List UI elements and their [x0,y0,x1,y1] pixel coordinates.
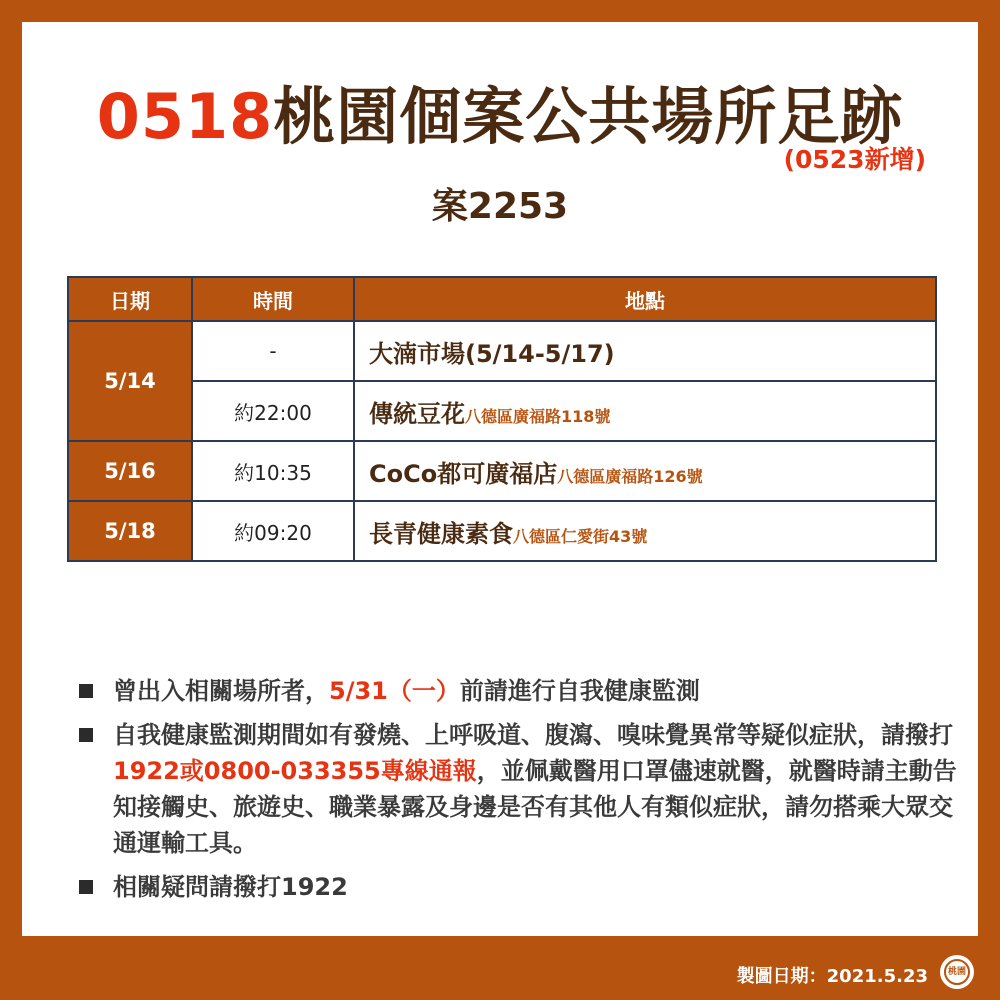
row-place [354,441,936,501]
place-name: CoCo都可廣福店 [369,459,558,488]
square-bullet-icon [79,684,93,698]
title-text: 桃園個案公共場所足跡 [273,80,904,153]
row-time: 約22:00 [192,381,354,441]
table-row [68,381,936,441]
row-place [354,381,936,441]
header-date: 日期 [68,277,192,321]
place-address: 八德區廣福路118號 [465,406,611,426]
update-note: (0523新增) [783,145,926,174]
note-highlight: 1922或0800-033355專線通報 [113,757,477,785]
row-place [354,321,936,381]
row-time: - [192,321,354,381]
place-address: 八德區仁愛街43號 [513,526,648,546]
note-item [77,673,957,709]
header-time: 時間 [192,277,354,321]
row-date: 5/18 [68,501,192,561]
note-text: 曾出入相關場所者， [113,677,329,705]
header-place: 地點 [354,277,936,321]
table-row [68,441,936,501]
poster-card [22,22,978,936]
row-date: 5/16 [68,441,192,501]
note-text: 自我健康監測期間如有發燒、上呼吸道、腹瀉、嗅味覺異常等疑似症狀，請撥打 [113,721,953,749]
note-item [77,717,957,861]
place-address: 八德區廣福路126號 [557,466,703,486]
row-place [354,501,936,561]
title-date: 0518 [96,80,274,153]
row-time: 約10:35 [192,441,354,501]
table-header-row [68,277,936,321]
creation-date: 製圖日期：2021.5.23 [736,966,928,987]
footprint-table [67,276,937,562]
square-bullet-icon [79,728,93,742]
note-text: 相關疑問請撥打1922 [113,873,348,901]
row-time: 約09:20 [192,501,354,561]
note-highlight: 5/31（一） [329,677,460,705]
table-row [68,321,936,381]
note-item [77,869,957,905]
table-row [68,501,936,561]
row-date: 5/14 [68,321,192,441]
case-label: 案2253 [431,186,569,227]
city-seal-icon [940,955,974,989]
note-text: 前請進行自我健康監測 [459,677,700,705]
place-name: 長青健康素食 [369,519,513,548]
square-bullet-icon [79,880,93,894]
seal-text: 桃園 [947,967,966,977]
place-name: 大湳市場(5/14-5/17) [369,339,615,368]
notes-list [77,673,957,913]
place-name: 傳統豆花 [369,399,465,428]
note-text: ，並佩戴醫用口罩儘速就醫，就醫時請主動告知接觸史、旅遊史、職業暴露及身邊是否有其他人有類似症狀，請勿搭乘大眾交通運輸工具。 [113,757,957,857]
